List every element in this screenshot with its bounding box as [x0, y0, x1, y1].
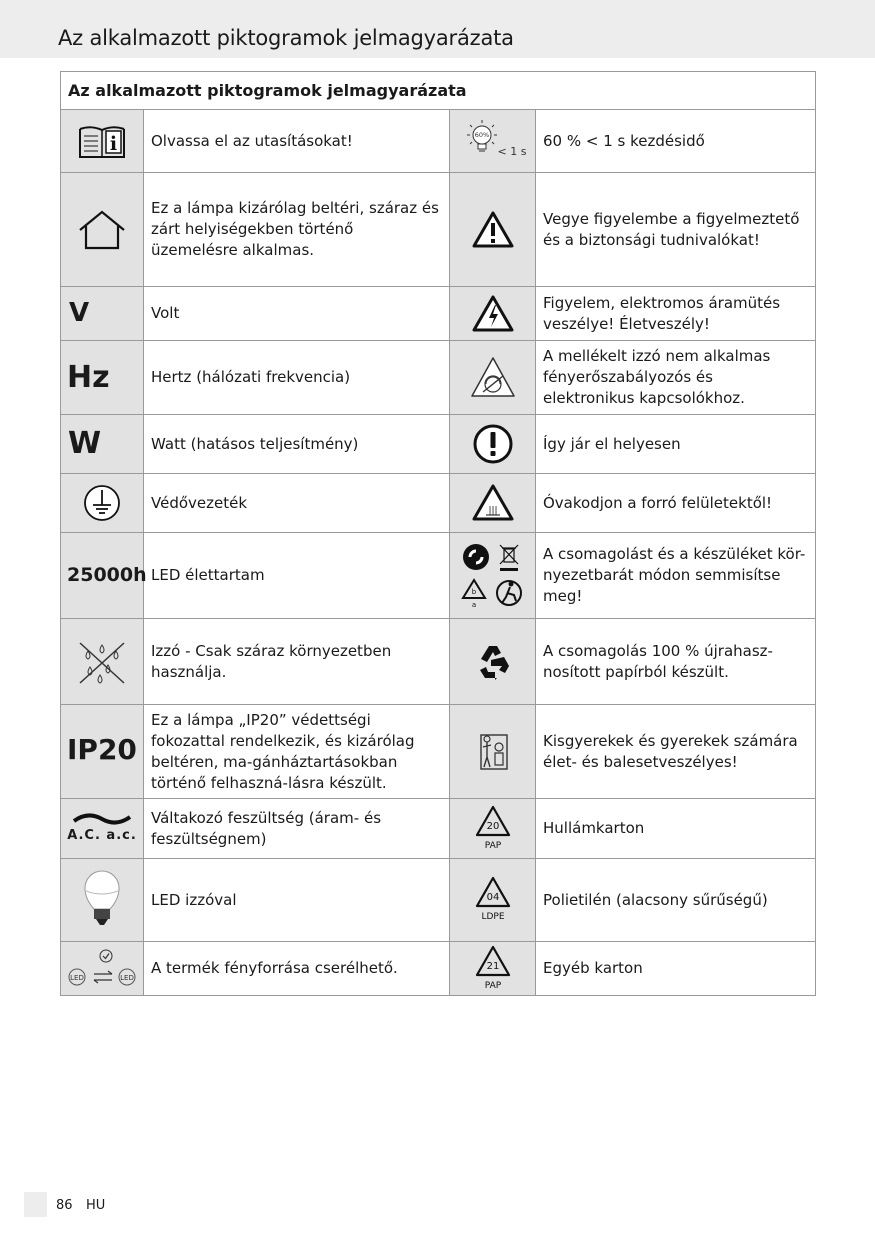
hertz-label: Hz: [67, 359, 110, 395]
table-row: [61, 619, 816, 705]
hertz-icon: [61, 341, 144, 415]
recycle-b-label: b: [471, 587, 476, 596]
volt-label: V: [69, 298, 90, 328]
left-text: Ez a lámpa kizárólag beltéri, száraz és zárt helyiségekben történő üzemelésre alkalmas.: [144, 173, 450, 287]
ip-rating-label: IP20: [67, 732, 137, 766]
ldpe-code-icon: [450, 859, 536, 942]
table-row: [61, 415, 816, 474]
right-text: Polietilén (alacsony sűrűségű): [536, 859, 816, 942]
left-text: Watt (hatásos teljesítmény): [144, 415, 450, 474]
lifetime-label: 25000h: [67, 563, 147, 586]
table-row: [61, 287, 816, 341]
hot-surface-icon: [450, 474, 536, 533]
bulb-start-time-icon: [450, 110, 536, 173]
dry-environment-only-icon: [61, 619, 144, 705]
no-dimmer-icon: [450, 341, 536, 415]
left-text: A termék fényforrása cserélhető.: [144, 942, 450, 996]
left-text: Váltakozó feszültség (áram- és feszültségnem): [144, 799, 450, 859]
ac-label: A.C. a.c.: [67, 828, 137, 843]
left-text: Izzó - Csak száraz környezetben használja.: [144, 619, 450, 705]
code-20-number: 20: [486, 820, 499, 832]
right-text: A csomagolás 100 % újrahasz-nosított papírból készült.: [536, 619, 816, 705]
led-a-label: LED: [70, 973, 84, 982]
recycle-triangle-icon: [463, 580, 485, 609]
right-text: Hullámkarton: [536, 799, 816, 859]
page-number: 86: [56, 1198, 73, 1213]
corrugated-cardboard-code-icon: [450, 799, 536, 859]
child-danger-icon: [450, 705, 536, 799]
left-text: Olvassa el az utasításokat!: [144, 110, 450, 173]
right-text: Kisgyerekek és gyerekek számára élet- és balesetveszélyes!: [536, 705, 816, 799]
right-text: Egyéb karton: [536, 942, 816, 996]
replaceable-light-source-icon: [61, 942, 144, 996]
code-20-label: PAP: [484, 840, 501, 851]
right-text: A mellékelt izzó nem alkalmas fényerőszabályozós és elektronikus kapcsolókhoz.: [536, 341, 816, 415]
left-text: Hertz (hálózati frekvencia): [144, 341, 450, 415]
right-text: 60 % < 1 s kezdésidő: [536, 110, 816, 173]
table-row: [61, 474, 816, 533]
table-row: [61, 942, 816, 996]
led-lifetime-icon: [61, 533, 147, 619]
table-row: [61, 110, 816, 173]
left-text: Védővezeték: [144, 474, 450, 533]
read-instructions-icon: [61, 110, 144, 173]
table-row: [61, 533, 816, 619]
led-bulb-icon: [61, 859, 144, 942]
table-row: [61, 341, 816, 415]
page-title: Az alkalmazott piktogramok jelmagyarázata: [58, 26, 514, 50]
left-text: LED izzóval: [144, 859, 450, 942]
other-cardboard-code-icon: [450, 942, 536, 996]
table-row: [61, 705, 816, 799]
code-04-number: 04: [486, 892, 499, 903]
right-text: Így jár el helyesen: [536, 415, 816, 474]
table-row: [61, 799, 816, 859]
table-row: [61, 173, 816, 287]
watt-label: W: [68, 426, 102, 461]
right-text: Figyelem, elektromos áramütés veszélye! Életveszély!: [536, 287, 816, 341]
led-b-label: LED: [120, 973, 134, 982]
table-row: [61, 859, 816, 942]
code-21-number: 21: [486, 960, 499, 972]
disposal-icons: [450, 533, 536, 619]
green-dot-icon: [463, 544, 489, 570]
footer-marker: [24, 1192, 47, 1217]
watt-icon: [61, 415, 144, 474]
recycled-paper-icon: [450, 619, 536, 705]
house-icon: [61, 173, 144, 287]
svg-text:i: i: [109, 133, 118, 155]
left-text: Ez a lámpa „IP20” védettségi fokozattal rendelkezik, és kizárólag beltéren, ma-gánháztartásokban történő felhaszná-lásra készült.: [144, 705, 450, 799]
recycle-a-label: a: [471, 600, 476, 609]
warning-triangle-icon: [450, 173, 536, 287]
page-language: HU: [86, 1198, 106, 1213]
bulb-time-label: < 1 s: [497, 145, 526, 158]
exclamation-circle-icon: [450, 415, 536, 474]
code-21-label: PAP: [484, 980, 501, 991]
protective-earth-icon: [61, 474, 144, 533]
left-text: LED élettartam: [144, 533, 450, 619]
hot-surface-label: |||: [487, 506, 498, 516]
ip20-icon: [61, 705, 144, 799]
left-text: Volt: [144, 287, 450, 341]
crossed-bin-icon: [500, 545, 518, 571]
right-text: Óvakodjon a forró felületektől!: [536, 474, 816, 533]
right-text: Vegye figyelembe a figyelmeztető és a biztonsági tudnivalókat!: [536, 173, 816, 287]
pictogram-legend-table: [60, 71, 816, 996]
volt-icon: [61, 287, 144, 341]
alternating-current-icon: [61, 799, 144, 859]
table-header: Az alkalmazott piktogramok jelmagyarázata: [61, 72, 816, 110]
right-text: A csomagolást és a készüléket kör-nyezetbarát módon semmisítse meg!: [536, 533, 816, 619]
code-04-label: LDPE: [480, 912, 505, 922]
electric-shock-warning-icon: [450, 287, 536, 341]
tidyman-icon: [497, 581, 521, 605]
bulb-percent-label: 60%: [474, 131, 489, 139]
